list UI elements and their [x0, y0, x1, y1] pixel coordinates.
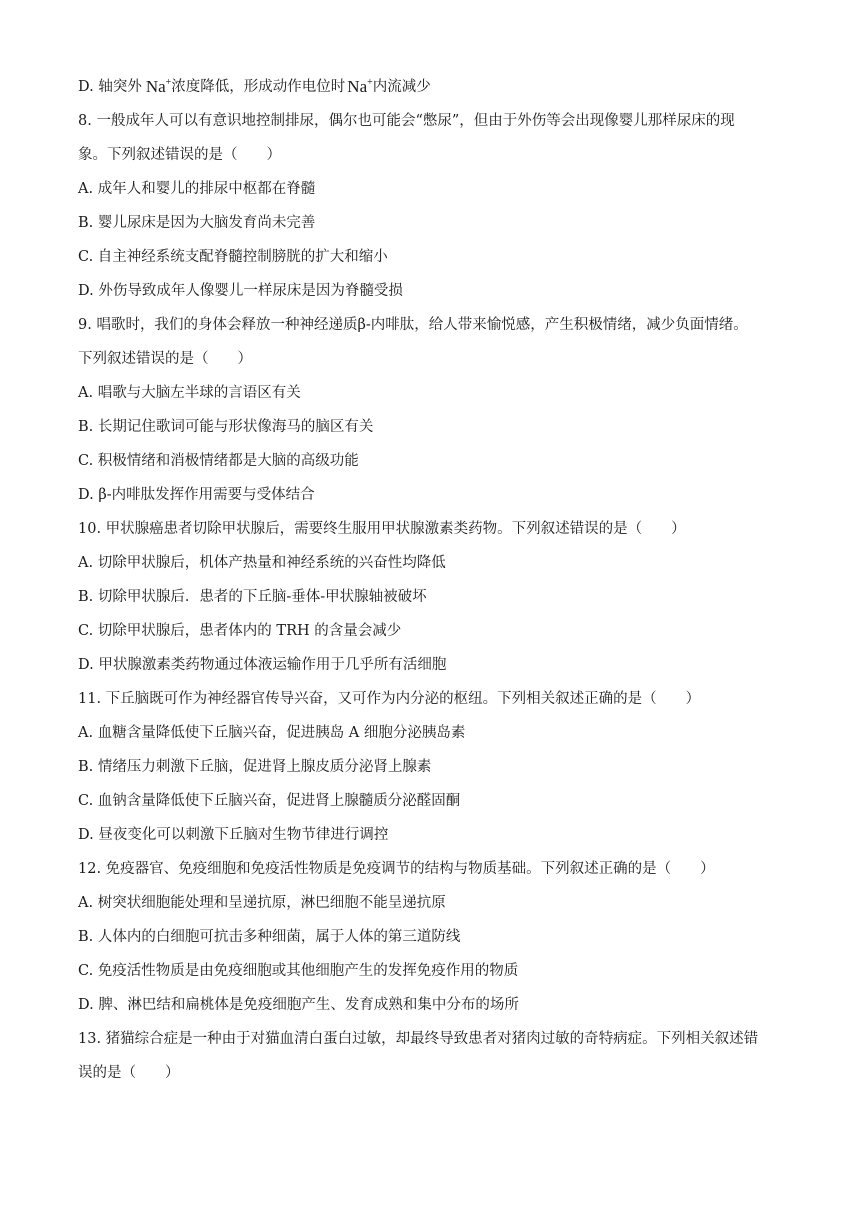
q9-stem-line2: 下列叙述错误的是（ ） — [78, 351, 252, 367]
q10-option-b: B. 切除甲状腺后．患者的下丘脑-垂体-甲状腺轴被破坏 — [78, 589, 427, 605]
q10-stem-line1: 10. 甲状腺癌患者切除甲状腺后，需要终生服用甲状腺激素类药物。下列叙述错误的是（ ） — [78, 521, 686, 537]
q12-stem-line1: 12. 免疫器官、免疫细胞和免疫活性物质是免疫调节的结构与物质基础。下列叙述正确的是（ ） — [78, 861, 715, 877]
q12-option-b: B. 人体内的白细胞可抗击多种细菌，属于人体的第三道防线 — [78, 929, 461, 945]
q8-option-a: A. 成年人和婴儿的排尿中枢都在脊髓 — [78, 181, 316, 197]
q10-option-a: A. 切除甲状腺后，机体产热量和神经系统的兴奋性均降低 — [78, 555, 446, 571]
q7-option-d-post: 内流减少 — [372, 79, 431, 95]
q12-option-d: D. 脾、淋巴结和扁桃体是免疫细胞产生、发育成熟和集中分布的场所 — [78, 997, 519, 1013]
q8-option-d: D. 外伤导致成年人像婴儿一样尿床是因为脊髓受损 — [78, 283, 403, 299]
q13-stem-line1: 13. 猪猫综合症是一种由于对猫血清白蛋白过敏，却最终导致患者对猪肉过敏的奇特病症。下列相关叙述错 — [78, 1031, 759, 1047]
q11-stem-line1: 11. 下丘脑既可作为神经器官传导兴奋，又可作为内分泌的枢纽。下列相关叙述正确的是（ ） — [78, 691, 701, 707]
q7-option-d-mid: 浓度降低，形成动作电位时 — [171, 79, 346, 95]
q11-option-b: B. 情绪压力刺激下丘脑，促进肾上腺皮质分泌肾上腺素 — [78, 759, 432, 775]
q11-option-c: C. 血钠含量降低使下丘脑兴奋，促进肾上腺髓质分泌醛固酮 — [78, 793, 461, 809]
q7-option-d — [78, 70, 790, 104]
q9-stem-line1: 9. 唱歌时，我们的身体会释放一种神经递质β-内啡肽，给人带来愉悦感，产生积极情绪，减少负面情绪。 — [78, 317, 748, 333]
q9-option-c: C. 积极情绪和消极情绪都是大脑的高级功能 — [78, 453, 359, 469]
q12-option-a: A. 树突状细胞能处理和呈递抗原，淋巴细胞不能呈递抗原 — [78, 895, 446, 911]
q8-option-b: B. 婴儿尿床是因为大脑发育尚未完善 — [78, 215, 316, 231]
q13-stem-line2: 误的是（ ） — [78, 1065, 180, 1081]
sodium-symbol: Na+ — [145, 77, 172, 96]
q8-stem-line1: 8. 一般成年人可以有意识地控制排尿，偶尔也可能会“憋尿”，但由于外伤等会出现像婴儿那样尿床的现 — [78, 113, 735, 129]
q11-option-a: A. 血糖含量降低使下丘脑兴奋，促进胰岛 A 细胞分泌胰岛素 — [78, 725, 466, 741]
q12-option-c: C. 免疫活性物质是由免疫细胞或其他细胞产生的发挥免疫作用的物质 — [78, 963, 519, 979]
q9-option-a: A. 唱歌与大脑左半球的言语区有关 — [78, 385, 301, 401]
q8-option-c: C. 自主神经系统支配脊髓控制膀胱的扩大和缩小 — [78, 249, 388, 265]
exam-page — [78, 74, 790, 1090]
q8-stem-line2: 象。下列叙述错误的是（ ） — [78, 147, 281, 163]
q10-option-c: C. 切除甲状腺后，患者体内的 TRH 的含量会减少 — [78, 623, 402, 639]
q10-option-d: D. 甲状腺激素类药物通过体液运输作用于几乎所有活细胞 — [78, 657, 447, 673]
q11-option-d: D. 昼夜变化可以刺激下丘脑对生物节律进行调控 — [78, 827, 389, 843]
q9-option-b: B. 长期记住歌词可能与形状像海马的脑区有关 — [78, 419, 374, 435]
q9-option-d: D. β-内啡肽发挥作用需要与受体结合 — [78, 487, 315, 503]
sodium-symbol: Na+ — [347, 77, 373, 96]
q7-option-d-pre: D. 轴突外 — [78, 79, 142, 95]
